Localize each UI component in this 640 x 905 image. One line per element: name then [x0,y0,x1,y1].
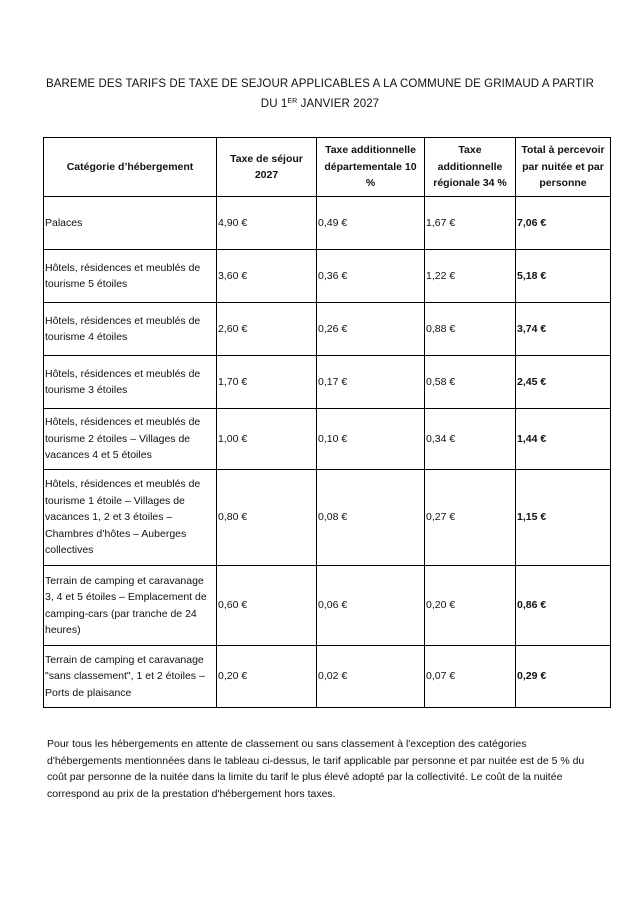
cell-departementale: 0,02 € [317,646,425,708]
cell-total: 1,15 € [516,470,611,566]
cell-category: Palaces [44,197,217,250]
cell-sejour: 0,80 € [217,470,317,566]
cell-sejour: 1,70 € [217,356,317,409]
cell-departementale: 0,10 € [317,409,425,470]
cell-departementale: 0,06 € [317,566,425,646]
table-row [44,646,611,708]
cell-departementale: 0,36 € [317,250,425,303]
cell-category: Hôtels, résidences et meublés de tourisme 4 étoiles [44,303,217,356]
table-row [44,470,611,566]
table-row [44,303,611,356]
table-row [44,250,611,303]
cell-total: 3,74 € [516,303,611,356]
cell-regionale: 0,58 € [425,356,516,409]
cell-sejour: 0,60 € [217,566,317,646]
table-row [44,409,611,470]
cell-regionale: 0,88 € [425,303,516,356]
header-total: Total à percevoir par nuitée et par personne [516,138,611,197]
title-line-1: BAREME DES TARIFS DE TAXE DE SEJOUR APPLICABLES A LA COMMUNE DE GRIMAUD A PARTIR [45,78,594,90]
cell-total: 2,45 € [516,356,611,409]
cell-departementale: 0,49 € [317,197,425,250]
cell-departementale: 0,17 € [317,356,425,409]
cell-category: Terrain de camping et caravanage "sans classement", 1 et 2 étoiles – Ports de plaisance [44,646,217,708]
header-taxe-regionale: Taxe additionnelle régionale 34 % [425,138,516,197]
cell-sejour: 3,60 € [217,250,317,303]
title-line-2-post: JANVIER 2027 [297,98,380,110]
header-taxe-sejour: Taxe de séjour 2027 [217,138,317,197]
cell-regionale: 0,27 € [425,470,516,566]
cell-regionale: 1,67 € [425,197,516,250]
cell-regionale: 0,20 € [425,566,516,646]
document-title [40,76,600,113]
cell-sejour: 1,00 € [217,409,317,470]
tariff-table [43,137,611,708]
table-row [44,566,611,646]
cell-regionale: 0,34 € [425,409,516,470]
table-header-row [44,138,611,197]
cell-category: Hôtels, résidences et meublés de tourisme 3 étoiles [44,356,217,409]
cell-total: 1,44 € [516,409,611,470]
cell-category: Hôtels, résidences et meublés de tourisme 1 étoile – Villages de vacances 1, 2 et 3 étoiles – Chambres d’hôtes – Auberges collectives [44,470,217,566]
cell-category: Hôtels, résidences et meublés de tourisme 2 étoiles – Villages de vacances 4 et 5 étoiles [44,409,217,470]
table-row [44,197,611,250]
table-row [44,356,611,409]
header-taxe-departementale: Taxe additionnelle départementale 10 % [317,138,425,197]
cell-total: 5,18 € [516,250,611,303]
cell-departementale: 0,26 € [317,303,425,356]
title-line-2-sup: ER [287,98,298,105]
cell-total: 0,86 € [516,566,611,646]
cell-total: 0,29 € [516,646,611,708]
cell-sejour: 2,60 € [217,303,317,356]
cell-regionale: 1,22 € [425,250,516,303]
footnote-paragraph: Pour tous les hébergements en attente de classement ou sans classement à l'exception des catégories d'hébergements mentionnées dans le tableau ci-dessus, le tarif applicable par personne et par nuitée est de 5 % du coût par personne de la nuitée dans la limite du tarif le plus élevé adopté par la collectivité. Le coût de la nuitée correspond au prix de la prestation d'hébergement hors taxes. [47,738,585,800]
cell-category: Hôtels, résidences et meublés de tourisme 5 étoiles [44,250,217,303]
cell-sejour: 4,90 € [217,197,317,250]
header-category: Catégorie d’hébergement [44,138,217,197]
title-line-2 [40,93,600,113]
cell-total: 7,06 € [516,197,611,250]
cell-sejour: 0,20 € [217,646,317,708]
cell-regionale: 0,07 € [425,646,516,708]
cell-departementale: 0,08 € [317,470,425,566]
cell-category: Terrain de camping et caravanage 3, 4 et 5 étoiles – Emplacement de camping-cars (par tranche de 24 heures) [44,566,217,646]
title-line-2-pre: DU 1 [260,98,288,110]
